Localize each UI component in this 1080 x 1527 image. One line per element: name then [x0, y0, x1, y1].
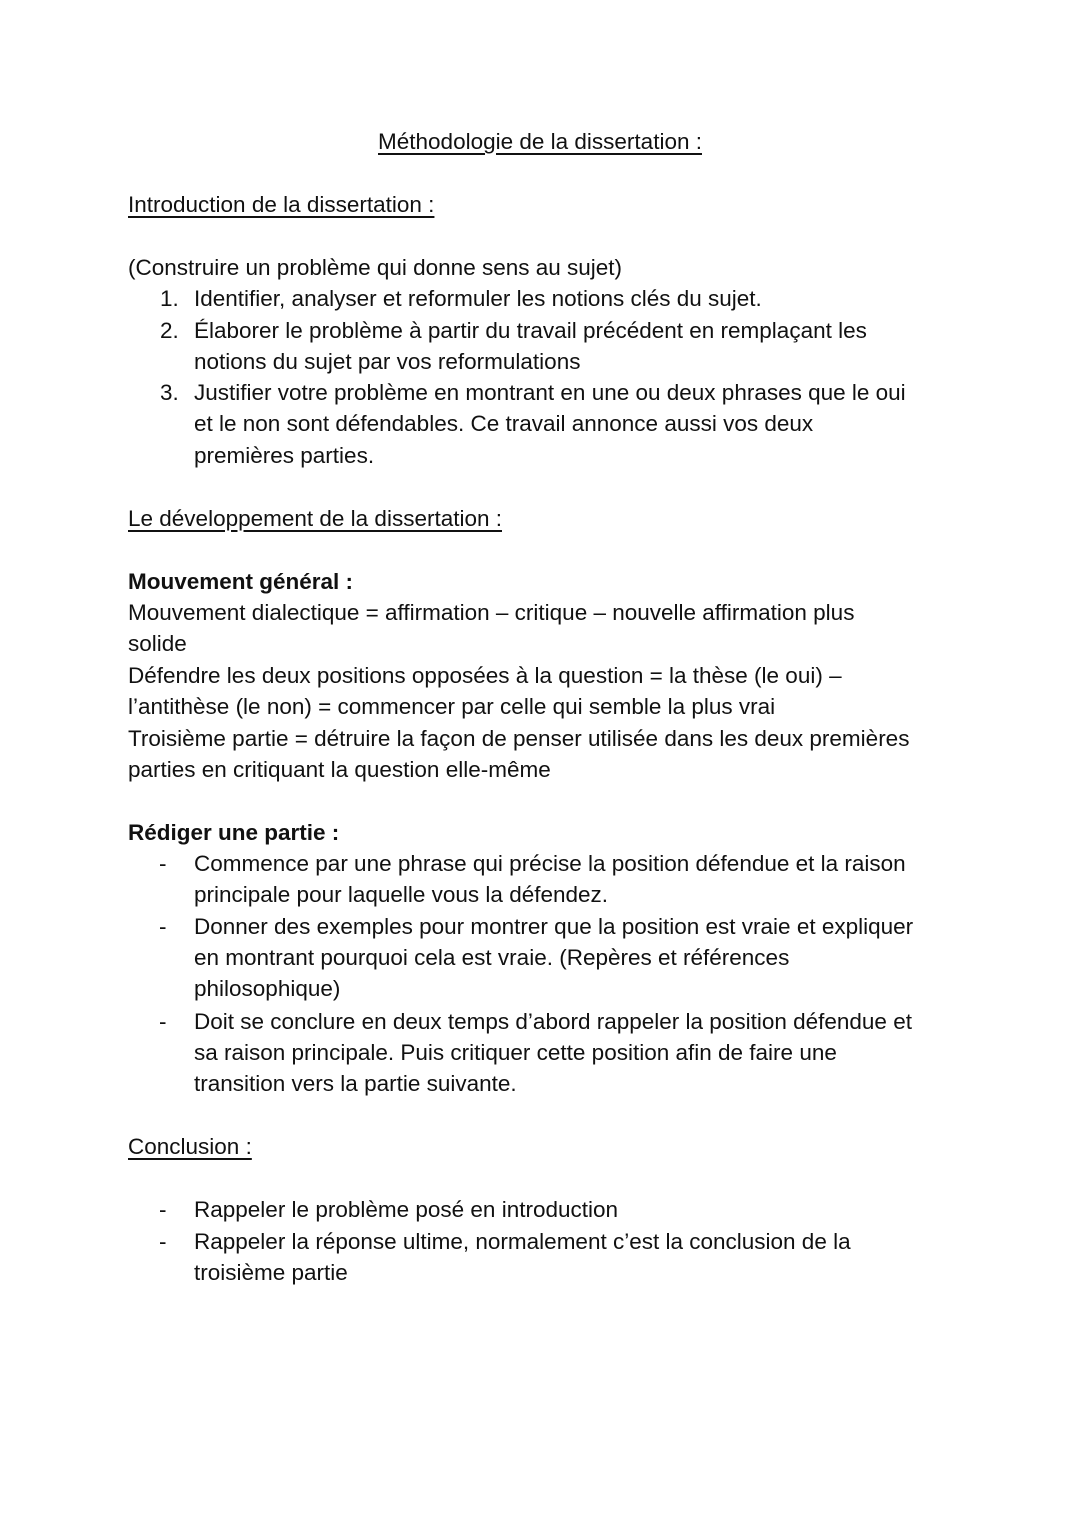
list-marker: -	[159, 1229, 167, 1254]
list-marker: -	[159, 851, 167, 876]
conclusion-heading: Conclusion :	[128, 1134, 252, 1159]
development-heading: Le développement de la dissertation :	[128, 506, 502, 531]
list-item: Doit se conclure en deux temps d’abord rappeler la position défendue et	[194, 1009, 912, 1034]
list-item: Donner des exemples pour montrer que la position est vraie et expliquer	[194, 914, 914, 939]
movement-text: l’antithèse (le non) = commencer par celle qui semble la plus vrai	[128, 694, 776, 719]
movement-text: Troisième partie = détruire la façon de penser utilisée dans les deux premières	[128, 726, 910, 751]
list-item: philosophique)	[194, 976, 341, 1001]
list-item: et le non sont défendables. Ce travail annonce aussi vos deux	[194, 411, 814, 436]
list-item: transition vers la partie suivante.	[194, 1071, 517, 1096]
intro-heading: Introduction de la dissertation :	[128, 192, 435, 217]
movement-text: solide	[128, 631, 187, 656]
list-item: Identifier, analyser et reformuler les notions clés du sujet.	[194, 286, 762, 311]
list-item: notions du sujet par vos reformulations	[194, 349, 581, 374]
list-marker: -	[159, 1009, 167, 1034]
list-marker: -	[159, 1197, 167, 1222]
list-item: Commence par une phrase qui précise la position défendue et la raison	[194, 851, 906, 876]
list-item: Justifier votre problème en montrant en une ou deux phrases que le oui	[194, 380, 906, 405]
list-marker: -	[159, 914, 167, 939]
list-marker: 1.	[160, 286, 179, 311]
list-item: principale pour laquelle vous la défendez.	[194, 882, 609, 907]
list-marker: 2.	[160, 318, 179, 343]
writing-heading: Rédiger une partie :	[128, 820, 340, 845]
page-title: Méthodologie de la dissertation :	[378, 129, 702, 154]
list-item: premières parties.	[194, 443, 375, 468]
list-item: Élaborer le problème à partir du travail précédent en remplaçant les	[194, 318, 867, 343]
list-item: troisième partie	[194, 1260, 348, 1285]
movement-heading: Mouvement général :	[128, 569, 354, 594]
list-item: Rappeler la réponse ultime, normalement c’est la conclusion de la	[194, 1229, 851, 1254]
movement-text: parties en critiquant la question elle-même	[128, 757, 551, 782]
list-marker: 3.	[160, 380, 179, 405]
list-item: Rappeler le problème posé en introduction	[194, 1197, 619, 1222]
list-item: sa raison principale. Puis critiquer cette position afin de faire une	[194, 1040, 837, 1065]
list-item: en montrant pourquoi cela est vraie. (Repères et références	[194, 945, 790, 970]
movement-text: Défendre les deux positions opposées à la question = la thèse (le oui) –	[128, 663, 842, 688]
intro-subtitle: (Construire un problème qui donne sens au sujet)	[128, 255, 623, 280]
movement-text: Mouvement dialectique = affirmation – critique – nouvelle affirmation plus	[128, 600, 855, 625]
